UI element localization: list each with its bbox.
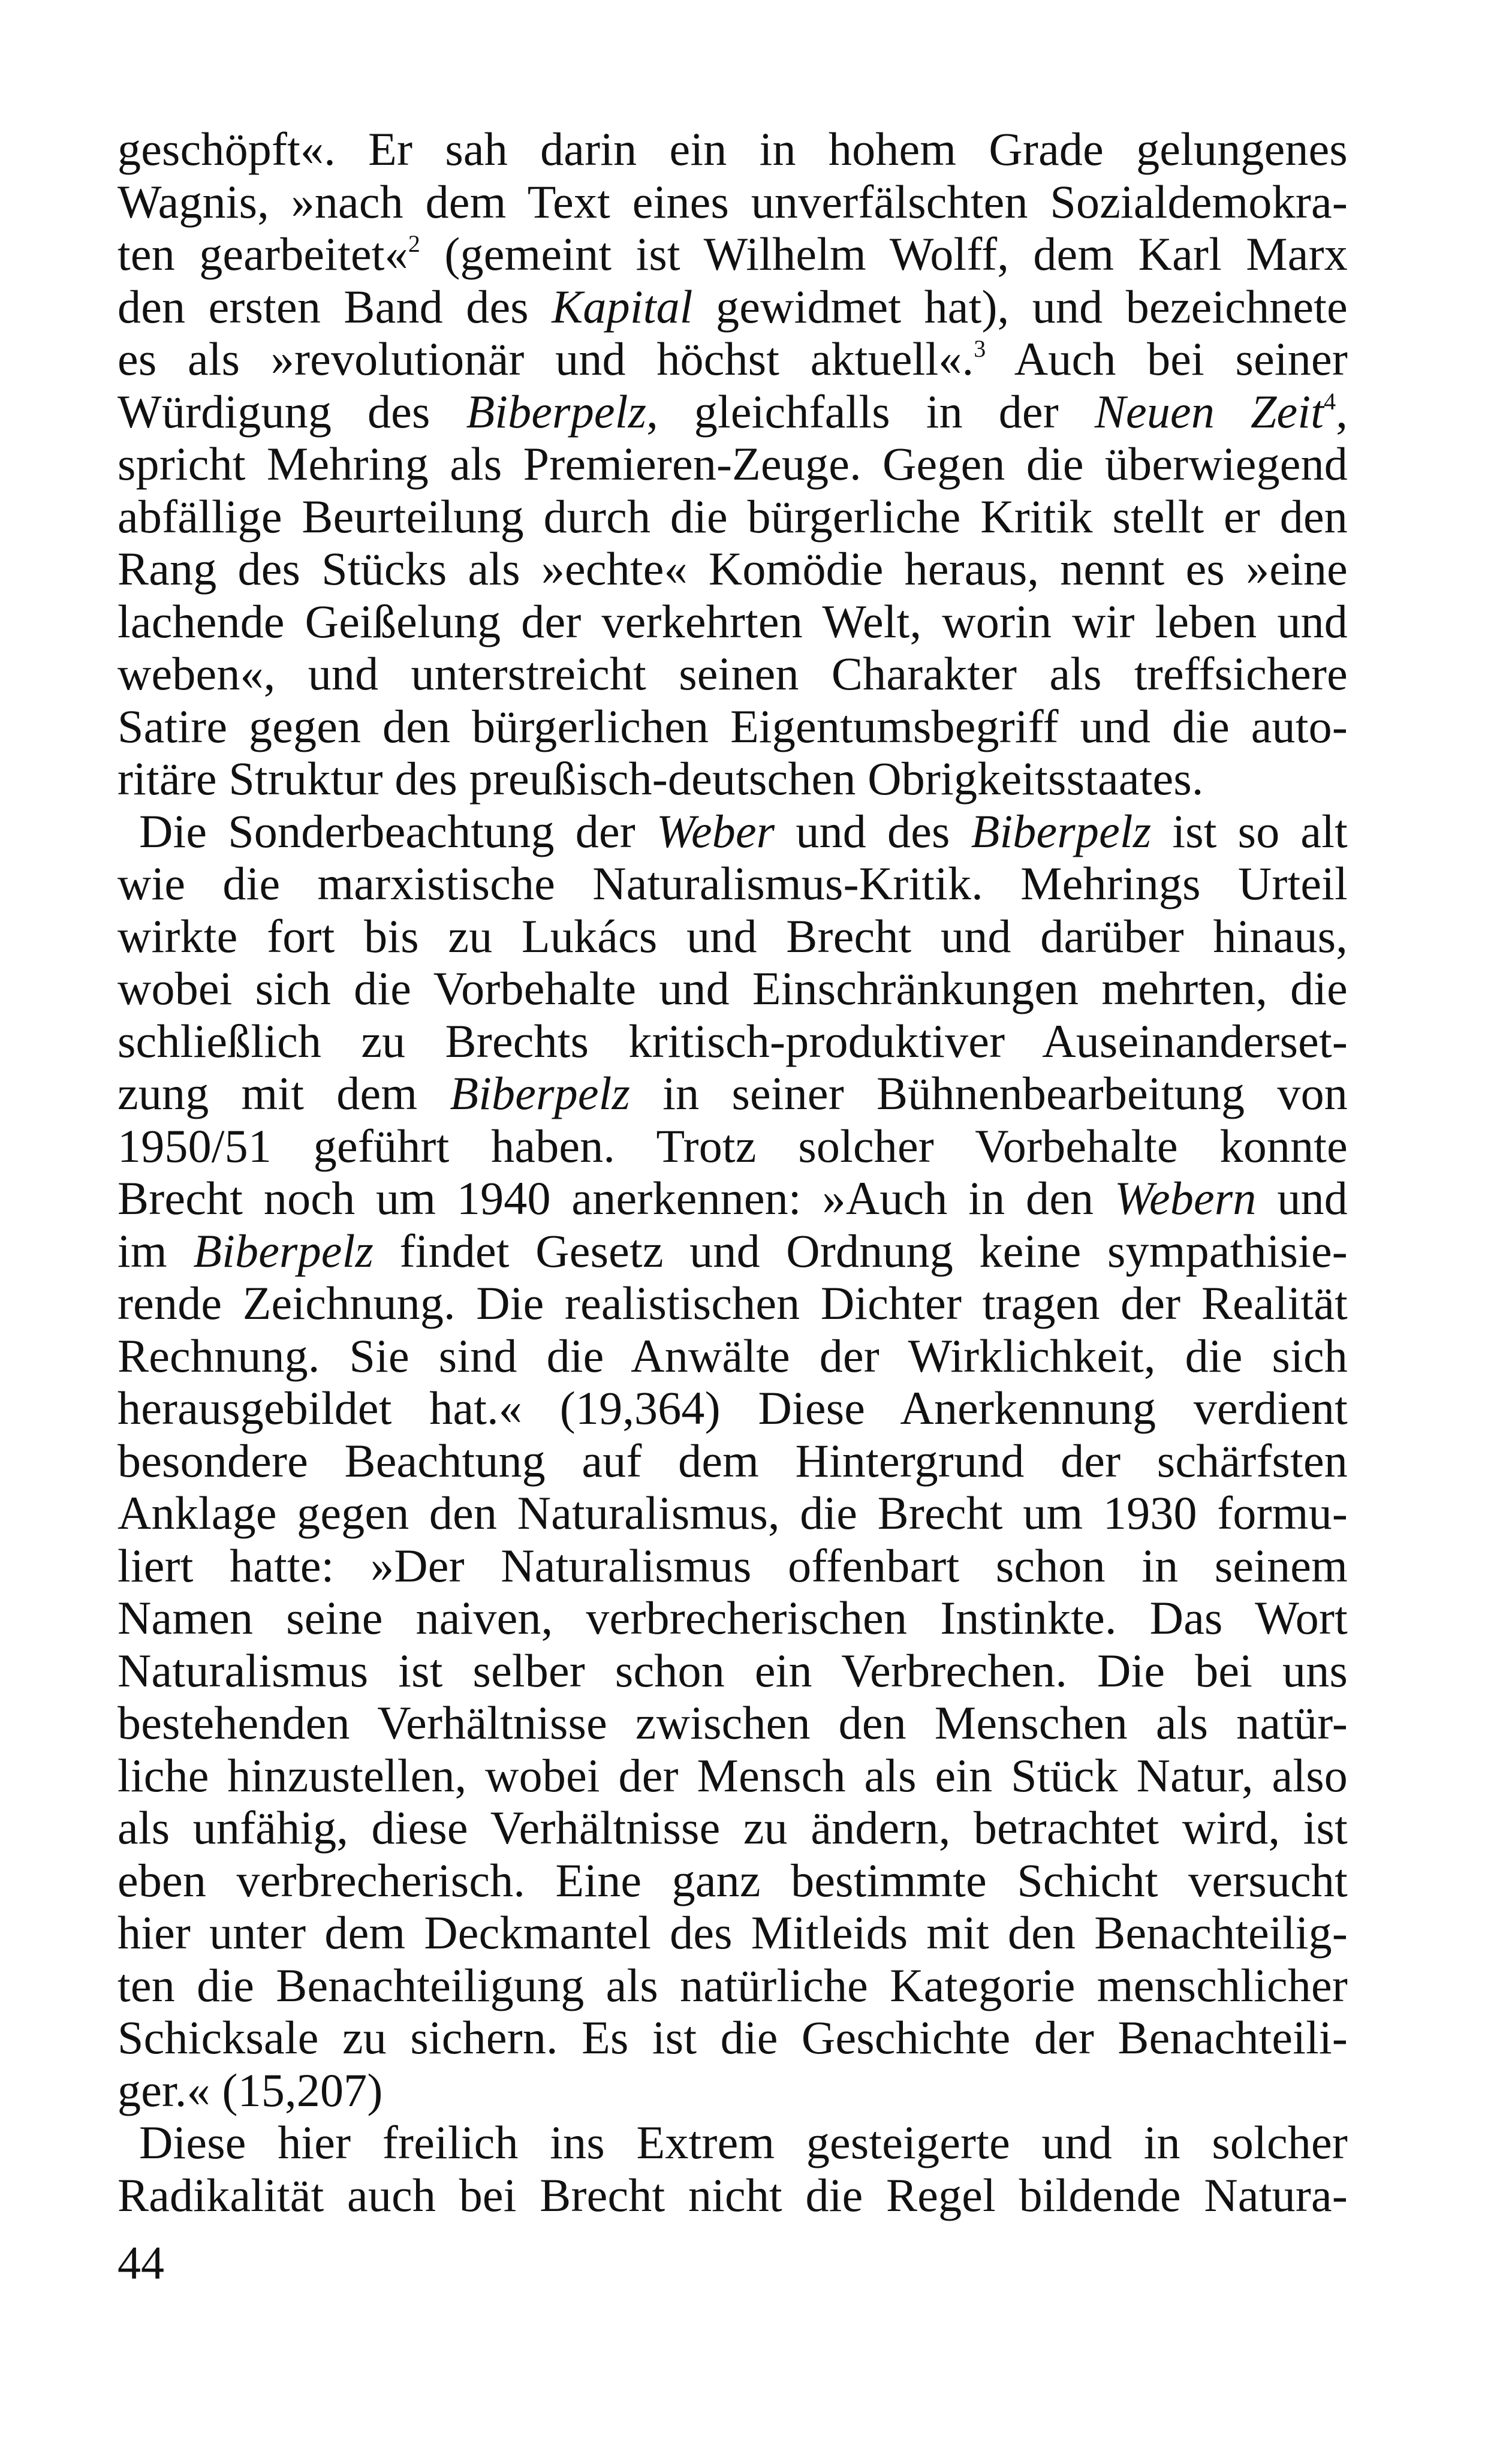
text-line [118,962,1348,1015]
text-line [118,385,1348,438]
text-line [118,595,1348,648]
text-line [118,228,1348,281]
text-run: herausgebildet hat.« (19,364) Diese Anerkennung verdient [118,1382,1348,1434]
text-run: Diese hier freilich ins Extrem gesteigerte und in solcher [139,2116,1348,2168]
text-line [118,647,1348,700]
text-run: Satire gegen den bürgerlichen Eigentumsbegriff und die auto- [118,700,1348,752]
text-run: im [118,1224,194,1277]
text-run: zung mit dem [118,1067,450,1119]
text-run: ist so alt [1151,805,1348,857]
text-line [118,2064,1348,2117]
text-run: abfällige Beurteilung durch die bürgerliche Kritik stellt er den [118,490,1348,543]
text-run: , gleichfalls in der [646,385,1095,438]
text-line [118,752,1348,805]
text-line [118,2116,1348,2169]
text-line [118,281,1348,333]
text-line [118,1540,1348,1592]
text-run: (gemeint ist Wilhelm Wolff, dem Karl Marx [420,228,1348,280]
italic-title: Kapital [552,280,693,333]
text-run: den ersten Band des [118,280,552,333]
footnote-marker: 2 [408,230,421,257]
text-run: Brecht noch um 1940 anerkennen: »Auch in den [118,1172,1115,1224]
text-line [118,1697,1348,1749]
text-run: in seiner Bühnenbearbeitung von [630,1067,1348,1119]
text-run: spricht Mehring als Premieren-Zeuge. Gegen die überwiegend [118,438,1348,490]
text-body [118,123,1348,2221]
footnote-marker: 3 [974,335,986,362]
text-run: ten die Benachteiligung als natürliche Kategorie menschlicher [118,1959,1348,2011]
text-run: Namen seine naiven, verbrecherischen Instinkte. Das Wort [118,1592,1348,1644]
text-run: geschöpft«. Er sah darin ein in hohem Grade gelungenes [118,123,1348,175]
text-run: wobei sich die Vorbehalte und Einschränkungen mehrten, die [118,962,1348,1014]
text-line [118,1854,1348,1907]
text-run: Die Sonderbeachtung der [139,805,656,857]
text-run: eben verbrecherisch. Eine ganz bestimmte Schicht versucht [118,1854,1348,1906]
text-run: Würdigung des [118,385,466,438]
text-run: Schicksale zu sichern. Es ist die Geschichte der Benachteili- [118,2011,1348,2064]
text-line [118,1487,1348,1540]
text-line [118,490,1348,543]
text-run: weben«, und unterstreicht seinen Charakter als treffsichere [118,647,1348,700]
text-line [118,2011,1348,2064]
text-line [118,1382,1348,1435]
text-line [118,1225,1348,1278]
text-line [118,438,1348,490]
text-line [118,333,1348,385]
text-run: bestehenden Verhältnisse zwischen den Menschen als natür- [118,1697,1348,1749]
text-run: als unfähig, diese Verhältnisse zu ändern, betrachtet wird, ist [118,1802,1348,1854]
text-line [118,543,1348,595]
text-line [118,2169,1348,2222]
italic-title: Biberpelz [450,1067,631,1119]
text-run: 1950/51 geführt haben. Trotz solcher Vorbehalte konnte [118,1119,1348,1172]
text-line [118,1802,1348,1854]
text-run: liert hatte: »Der Naturalismus offenbart schon in seinem [118,1539,1348,1592]
text-run: und [1256,1172,1348,1224]
text-run: lachende Geißelung der verkehrten Welt, worin wir leben und [118,595,1348,647]
text-line [118,1592,1348,1644]
text-run: Radikalität auch bei Brecht nicht die Regel bildende Natura- [118,2168,1348,2221]
text-line [118,1015,1348,1068]
text-run: Naturalismus ist selber schon ein Verbrechen. Die bei uns [118,1644,1348,1697]
text-run: gewidmet hat), und bezeichnete [692,280,1348,333]
italic-title: Biberpelz [971,805,1152,857]
text-line [118,1172,1348,1225]
text-line [118,1435,1348,1487]
text-run: besondere Beachtung auf dem Hintergrund der schärfsten [118,1434,1348,1487]
text-run: Anklage gegen den Naturalismus, die Brecht um 1930 formu- [118,1487,1348,1539]
text-line [118,1959,1348,2012]
text-run: findet Gesetz und Ordnung keine sympathisie- [374,1224,1348,1277]
text-run: ger.« (15,207) [118,2064,383,2116]
text-line [118,1330,1348,1382]
text-line [118,1906,1348,1959]
text-line [118,1120,1348,1173]
text-run: liche hinzustellen, wobei der Mensch als ein Stück Natur, also [118,1749,1348,1802]
text-run: Rechnung. Sie sind die Anwälte der Wirklichkeit, die sich [118,1329,1348,1382]
text-line [118,910,1348,963]
italic-title: Webern [1115,1172,1257,1224]
text-line [118,1644,1348,1697]
text-run: ten gearbeitet« [118,228,408,280]
italic-title: Weber [656,805,775,857]
text-run: Auch bei seiner [986,333,1348,385]
text-run: hier unter dem Deckmantel des Mitleids mit den Benachteilig- [118,1906,1348,1959]
text-run: Wagnis, »nach dem Text eines unverfälschten Sozialdemokra- [118,175,1348,228]
text-line [118,176,1348,228]
text-line [118,1067,1348,1120]
text-line [118,700,1348,753]
text-run: , [1336,385,1348,438]
footnote-marker: 4 [1324,387,1336,415]
text-line [118,857,1348,910]
text-run: und des [775,805,971,857]
page-number: 44 [118,2237,164,2289]
text-run: wirkte fort bis zu Lukács und Brecht und darüber hinaus, [118,909,1348,962]
text-run: Rang des Stücks als »echte« Komödie heraus, nennt es »eine [118,543,1348,595]
text-run: es als »revolutionär und höchst aktuell«. [118,333,974,385]
text-line [118,805,1348,858]
text-run: rende Zeichnung. Die realistischen Dichter tragen der Realität [118,1277,1348,1329]
italic-title: Neuen Zeit [1094,385,1324,438]
text-run: ritäre Struktur des preußisch-deutschen Obrigkeitsstaates. [118,752,1204,805]
text-run: schließlich zu Brechts kritisch-produktiver Auseinanderset- [118,1014,1348,1067]
italic-title: Biberpelz [193,1224,374,1277]
text-run: wie die marxistische Naturalismus-Kritik. Mehrings Urteil [118,857,1348,909]
italic-title: Biberpelz [466,385,647,438]
text-line [118,123,1348,176]
text-line [118,1277,1348,1330]
text-line [118,1749,1348,1802]
